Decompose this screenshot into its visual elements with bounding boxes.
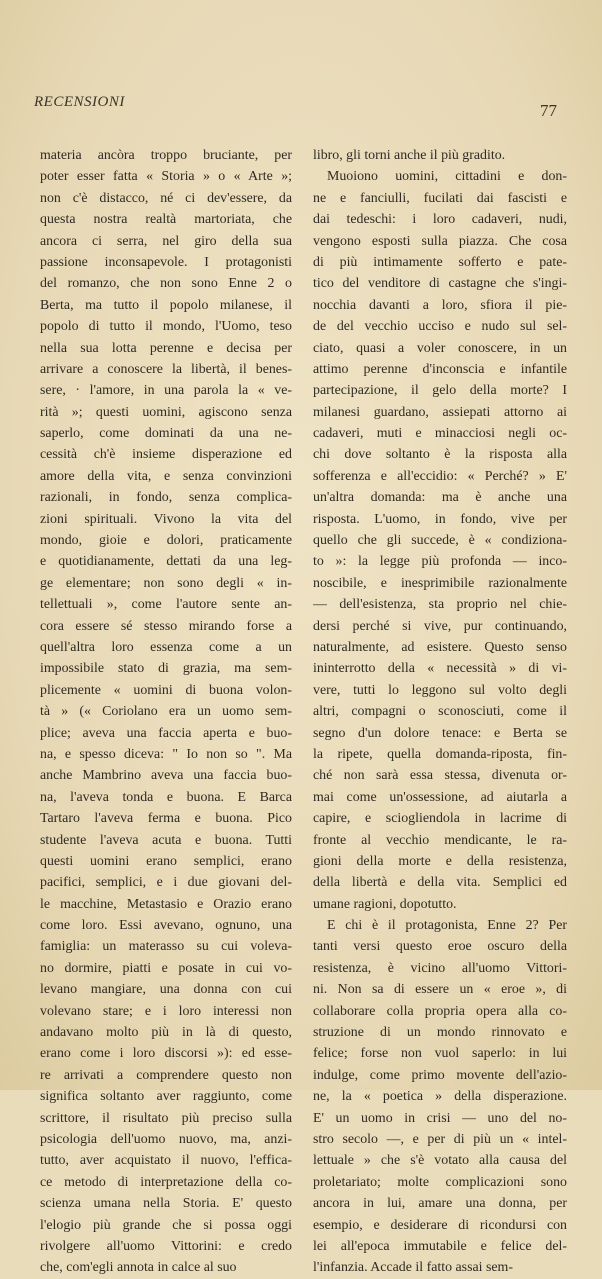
text-line: E' un uomo in crisi — uno del no- xyxy=(313,1110,567,1126)
text-line: — dell'esistenza, sta proprio nel chie- xyxy=(313,597,567,613)
text-line: vere, tutti lo leggono sul volto degli xyxy=(313,682,567,698)
text-line: questa nostra realtà martoriata, che xyxy=(40,212,292,228)
text-line: indulge, come primo movente dell'azio- xyxy=(313,1067,567,1083)
text-line: mondo, gioie e dolori, praticamente xyxy=(40,533,292,549)
text-line: fronte al vecchio mendicante, le ra- xyxy=(313,832,567,848)
text-line: scrittore, il risultato più preciso sulla xyxy=(40,1110,292,1126)
text-line: della libertà e della vita. Semplici ed xyxy=(313,875,567,891)
text-line: volevano stare; e i loro interessi non xyxy=(40,1003,292,1019)
text-line: stro secolo —, e per di più un « intel- xyxy=(313,1131,567,1147)
text-line: altri, compagni o sconosciuti, come il xyxy=(313,704,567,720)
text-line: lei all'epoca immutabile e felice del- xyxy=(313,1238,567,1254)
text-line: pacifici, semplici, e i due giovani del- xyxy=(40,875,292,891)
text-line: anche Mambrino aveva una faccia buo- xyxy=(40,768,292,784)
text-line: collaborare colla propria opera alla co- xyxy=(313,1003,567,1019)
text-line: di più intimamente sofferto e pate- xyxy=(313,254,567,270)
text-line: vengono esposti sulla piazza. Che cosa xyxy=(313,233,567,249)
text-line: ininterrotto della « necessità » di vi- xyxy=(313,661,567,677)
text-line: tanti versi questo eroe oscuro della xyxy=(313,939,567,955)
text-line: sofferenza e all'eccidio: « Perché? » E' xyxy=(313,468,567,484)
text-line: plice; aveva una faccia aperta e buo- xyxy=(40,725,292,741)
text-line: felice; forse non vuol saperlo: in lui xyxy=(313,1046,567,1062)
text-line: materia ancòra troppo bruciante, per xyxy=(40,148,292,163)
text-line: significa soltanto aver raggiunto, come xyxy=(40,1089,292,1105)
text-line: erano come i loro discorsi »): ed esse- xyxy=(40,1046,292,1062)
text-line: dai tedeschi: i loro cadaveri, nudi, xyxy=(313,212,567,228)
text-line: proletariato; molte complicazioni sono xyxy=(313,1174,567,1190)
text-line: tico del venditore di castagne che s'ingi- xyxy=(313,276,567,292)
text-line: mai come un'ossessione, ad aiutarla a xyxy=(313,789,567,805)
text-line: le macchine, Metastasio e Orazio erano xyxy=(40,896,292,912)
text-line: Tartaro l'aveva ferma e buona. Pico xyxy=(40,811,292,827)
text-line: gioni della morte e della resistenza, xyxy=(313,853,567,869)
text-line: re arrivati a comprendere questo non xyxy=(40,1067,292,1083)
left-column xyxy=(40,145,292,1279)
text-line: l'elogio più grande che si possa oggi xyxy=(40,1217,292,1233)
text-line: plicemente « uomini di buona volon- xyxy=(40,682,292,698)
text-line: risposta. L'uomo, in fondo, vive per xyxy=(313,511,567,527)
text-line: de del vecchio ucciso e nudo sul sel- xyxy=(313,319,567,335)
text-line: ancora in lui, amare una donna, per xyxy=(313,1196,567,1212)
text-line: la ripete, quella domanda-riposta, fin- xyxy=(313,746,567,762)
text-line: questi uomini erano semplici, erano xyxy=(40,853,292,869)
text-line: nella sua lotta perenne e decisa per xyxy=(40,340,292,356)
text-line: tutto, aver acquistato il nuovo, l'effica- xyxy=(40,1153,292,1169)
text-line: esempio, e desiderare di ricondursi con xyxy=(313,1217,567,1233)
text-line: arrivare a conoscere la libertà, il benes- xyxy=(40,361,292,377)
text-line: cessità ch'è insieme disperazione ed xyxy=(40,447,292,463)
text-line: razionali, in fondo, senza complica- xyxy=(40,490,292,506)
text-line: capire, e sciogliendola in lacrime di xyxy=(313,811,567,827)
text-line: psicologia dell'uomo nuovo, ma, anzi- xyxy=(40,1131,292,1147)
text-line: tellettuali », come l'autore sente an- xyxy=(40,597,292,613)
text-line: impossibile stato di grazia, ma sem- xyxy=(40,661,292,677)
text-line: naturalmente, ad esistere. Questo senso xyxy=(313,639,567,655)
text-line: segno d'un dolore tenace: e Berta se xyxy=(313,725,567,741)
text-line: andavano molto più in là di questo, xyxy=(40,1025,292,1041)
text-line: chi dove soltanto è la risposta alla xyxy=(313,447,567,463)
text-line: l'infanzia. Accade il fatto assai sem- xyxy=(313,1260,513,1276)
text-line: umane ragioni, dopotutto. xyxy=(313,896,457,912)
text-line: ché non sarà essa stessa, divenuta or- xyxy=(313,768,567,784)
text-line: passione inconsapevole. I protagonisti xyxy=(40,254,292,270)
text-line: ancora ci serra, nel giro della sua xyxy=(40,233,292,249)
text-line: E chi è il protagonista, Enne 2? Per xyxy=(327,918,567,934)
text-line: struzione di un mondo rinnovato e xyxy=(313,1025,567,1041)
text-line: famiglia: un materasso su cui voleva- xyxy=(40,939,292,955)
text-line: no dormire, piatti e posate in cui vo- xyxy=(40,960,292,976)
right-column xyxy=(313,145,567,1279)
text-line: quell'altra loro essenza come a un xyxy=(40,639,292,655)
text-line: zioni spirituali. Vivono la vita del xyxy=(40,511,292,527)
text-line: Muoiono uomini, cittadini e don- xyxy=(327,169,567,185)
text-line: nocchia davanti a loro, sfiora il pie- xyxy=(313,297,567,313)
text-line: ni. Non sa di essere un « eroe », di xyxy=(313,982,567,998)
text-line: un'altra domanda: ma è anche una xyxy=(313,490,567,506)
text-line: quello che gli succede, è « condiziona- xyxy=(313,533,567,549)
text-line: ce metodo di interpretazione della co- xyxy=(40,1174,292,1190)
text-line: del romanzo, che non sono Enne 2 o xyxy=(40,276,292,292)
text-line: come loro. Essi avevano, ognuno, una xyxy=(40,918,292,934)
text-line: saperlo, come dominati da una ne- xyxy=(40,426,292,442)
text-line: non c'è distacco, né ci dev'essere, da xyxy=(40,190,292,206)
text-line: scienza umana nella Storia. E' questo xyxy=(40,1196,292,1212)
text-line: rità »; questi uomini, agiscono senza xyxy=(40,404,292,420)
text-line: to »: la legge più profonda — inco- xyxy=(313,554,567,570)
text-line: lettuale » che s'è votato alla causa del xyxy=(313,1153,567,1169)
text-line: levano mangiare, una donna con cui xyxy=(40,982,292,998)
text-line: e quotidianamente, dettati da una leg- xyxy=(40,554,292,570)
text-line: na, e spesso diceva: " Io non so ". Ma xyxy=(40,746,292,762)
text-line: poter esser fatta « Storia » o « Arte »; xyxy=(40,169,292,185)
text-line: amore della vita, e senza convinzioni xyxy=(40,468,292,484)
text-line: noscibile, e inesprimibile razionalmente xyxy=(313,575,567,591)
text-line: resistenza, è vicino all'uomo Vittori- xyxy=(313,960,567,976)
text-line: tà » (« Coriolano era un uomo sem- xyxy=(40,704,292,720)
text-line: cadaveri, muti e minacciosi negli oc- xyxy=(313,426,567,442)
text-line: na, l'aveva tonda e buona. E Barca xyxy=(40,789,292,805)
text-line: Berta, ma tutto il popolo milanese, il xyxy=(40,297,292,313)
text-line: ge elementare; non sono degli « in- xyxy=(40,575,292,591)
text-line: libro, gli torni anche il più gradito. xyxy=(313,148,506,163)
text-line: ciato, quasi a voler conoscere, in un xyxy=(313,340,567,356)
text-line: milanesi guardano, assiepati attorno ai xyxy=(313,404,567,420)
text-line: popolo di tutto il mondo, l'Uomo, teso xyxy=(40,319,292,335)
text-line: dersi perché si vive, pur continuando, xyxy=(313,618,567,634)
text-line: studente l'aveva acuta e buona. Tutti xyxy=(40,832,292,848)
text-line: attimo perenne d'inconscia e infantile xyxy=(313,361,567,377)
text-line: ne, la « poetica » della disperazione. xyxy=(313,1089,567,1105)
text-line: partecipazione, il gelo della morte? I xyxy=(313,383,567,399)
text-line: rivolgere all'uomo Vittorini: e credo xyxy=(40,1238,292,1254)
text-line: ne e fanciulli, fucilati dai fascisti e xyxy=(313,190,567,206)
page-number: 77 xyxy=(540,101,557,120)
text-line: sere, · l'amore, in una parola la « ve- xyxy=(40,383,292,399)
text-line: cora essere sé stesso mirando forse a xyxy=(40,618,292,634)
text-line: che, com'egli annota in calce al suo xyxy=(40,1260,237,1276)
running-title: RECENSIONI xyxy=(34,94,125,110)
